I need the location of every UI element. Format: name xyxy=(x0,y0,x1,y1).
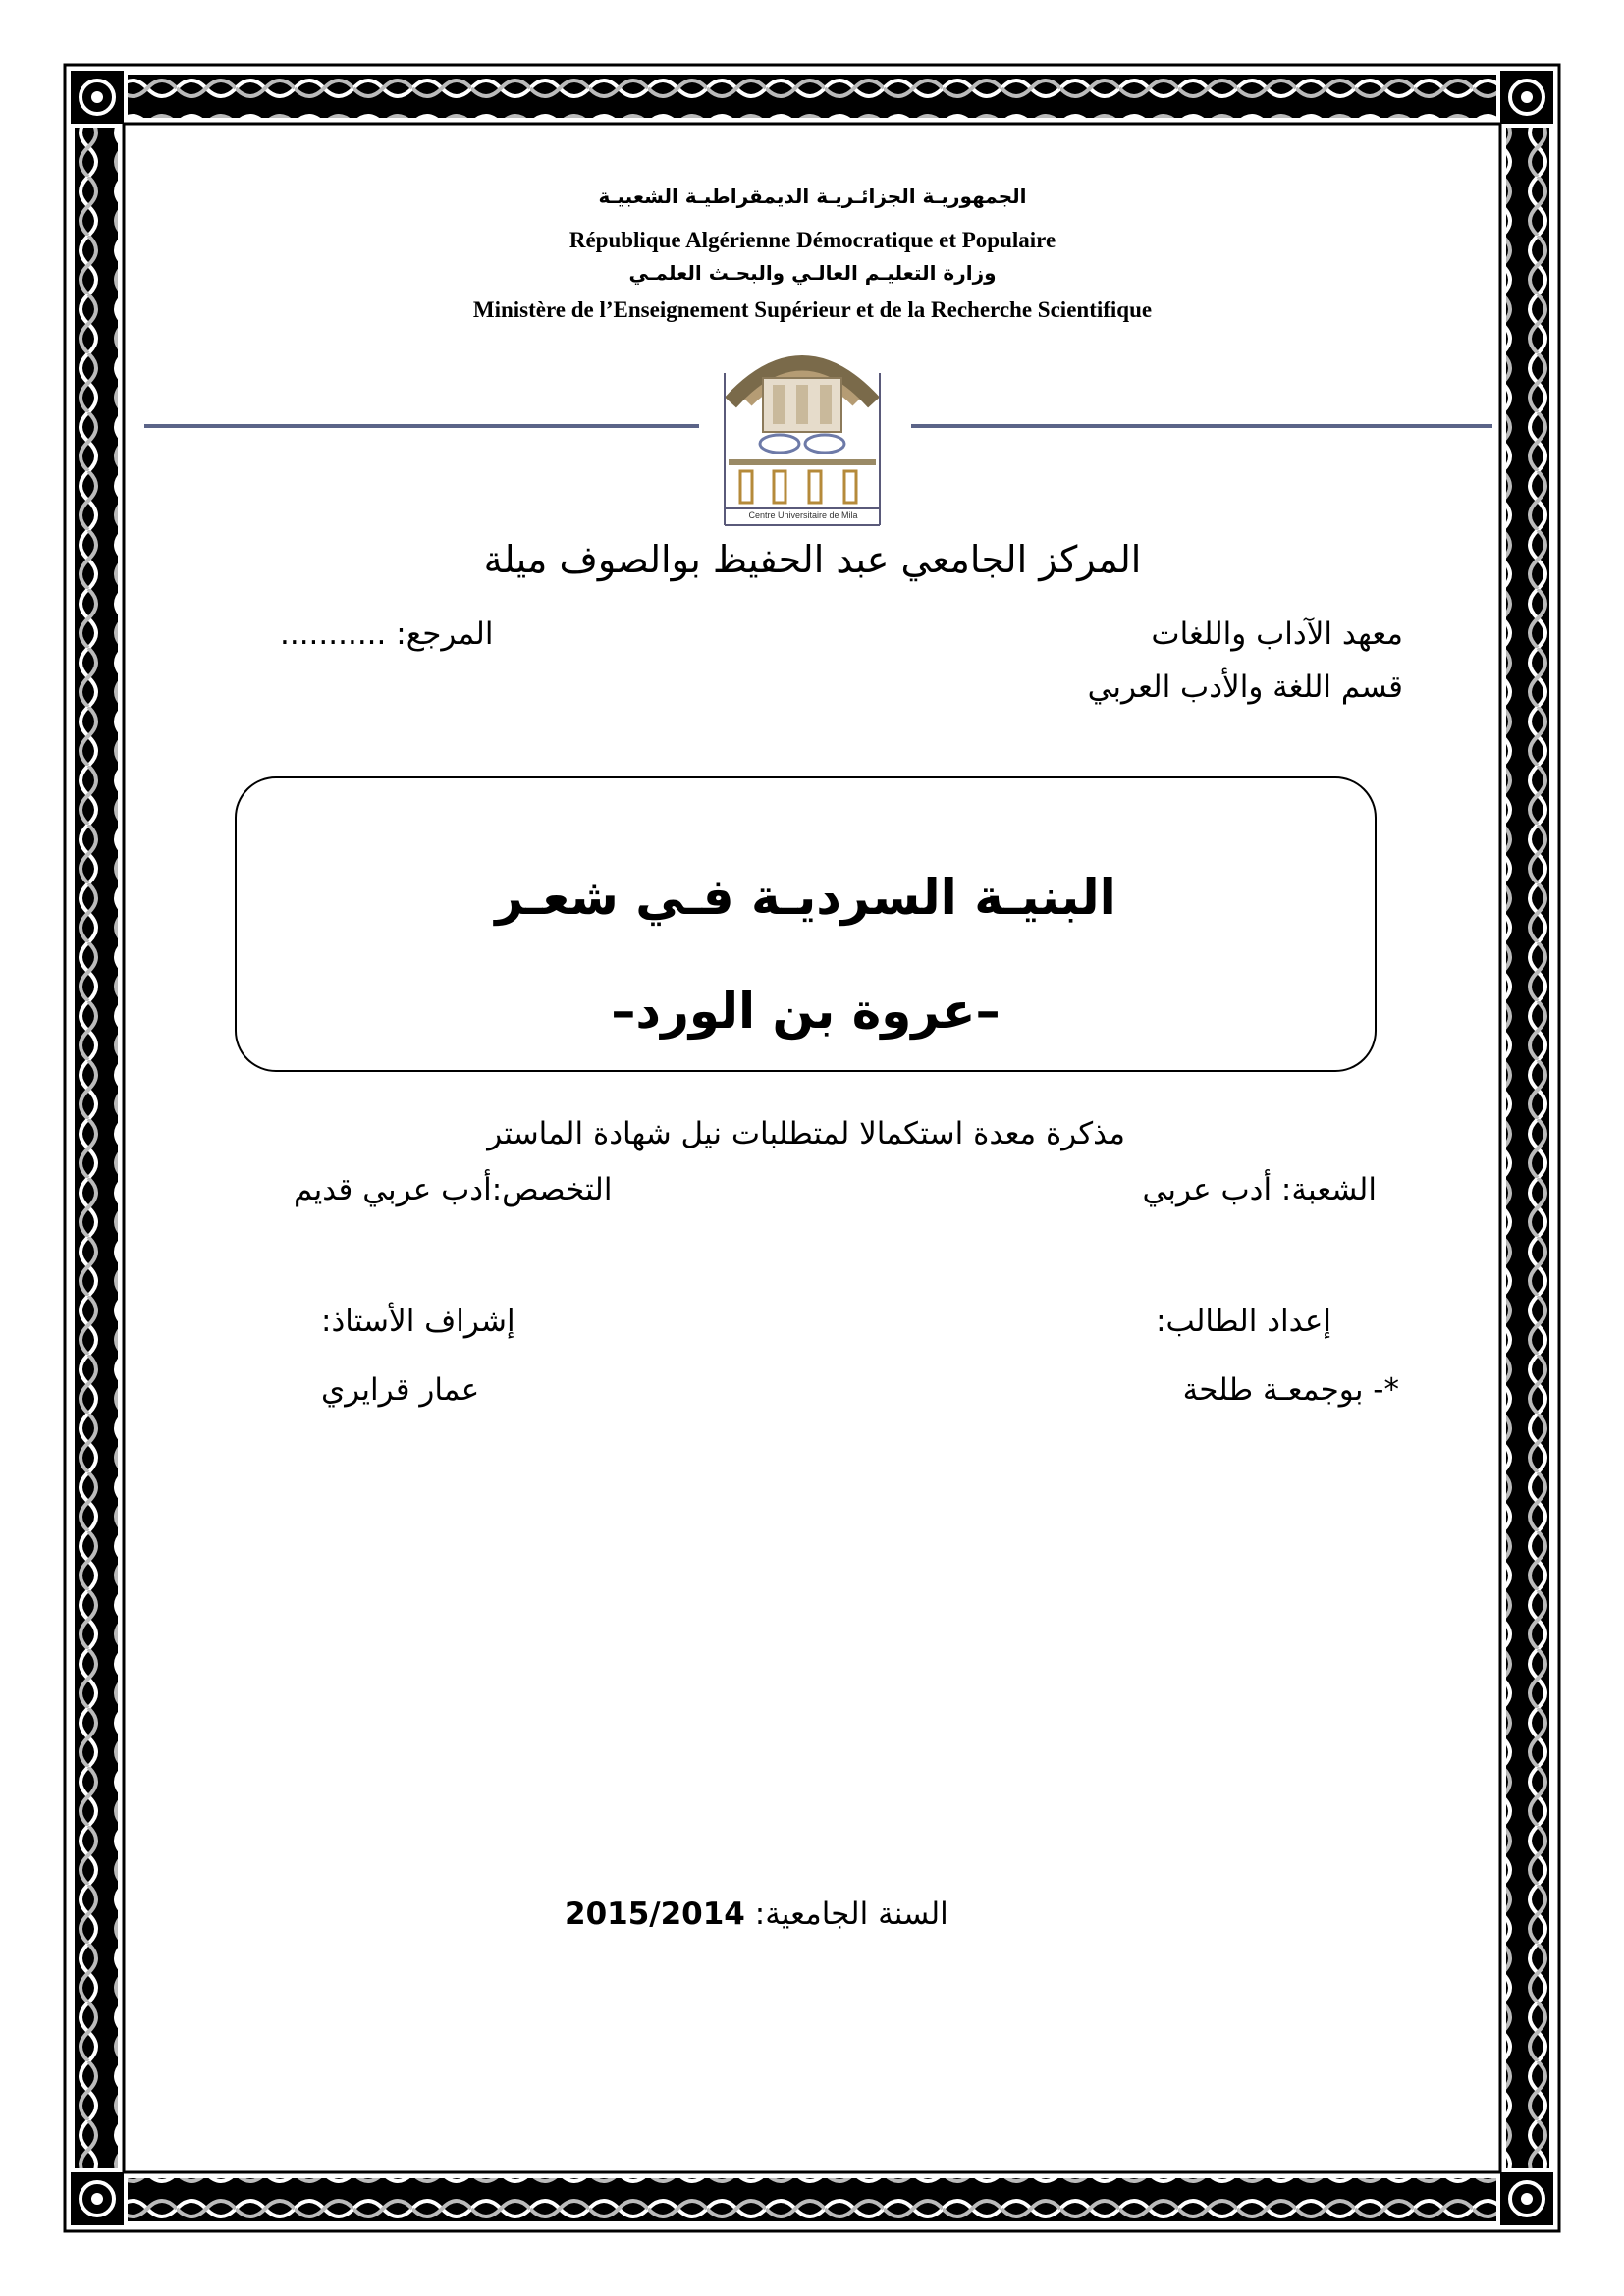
university-center-name: المركز الجامعي عبد الحفيظ بوالصوف ميلة xyxy=(483,538,1142,581)
supervisor-label: إشراف الأستاذ: xyxy=(321,1304,515,1339)
country-name-arabic: الجمهوريـة الجزائـريـة الديمقراطيـة الشعبيـة xyxy=(598,185,1027,208)
header-rule-left xyxy=(144,424,699,428)
university-logo xyxy=(719,334,886,530)
reference-number: المرجع: ........... xyxy=(280,616,494,652)
academic-year-value: 2015/2014 xyxy=(565,1896,745,1932)
thesis-description: مذكرة معدة استكمالا لمتطلبات نيل شهادة الماستر xyxy=(487,1116,1125,1151)
academic-year xyxy=(565,1896,948,1932)
thesis-title-line-2: –عروة بن الورد– xyxy=(611,983,1001,1040)
corner-ornament-bottom-left xyxy=(71,2172,124,2225)
country-name-french: République Algérienne Démocratique et Populaire xyxy=(568,228,1056,252)
corner-ornament-top-left xyxy=(71,71,124,124)
thesis-title-line-1: البنيـة السرديـة فـي شعـر xyxy=(495,869,1116,926)
branch-label: الشعبة: أدب عربي xyxy=(1142,1172,1377,1207)
university-building-icon xyxy=(719,334,886,530)
logo-caption: Centre Universitaire de Mila xyxy=(748,510,858,520)
corner-ornament-top-right xyxy=(1500,71,1553,124)
student-name: *- بوجمعـة طلحة xyxy=(1182,1372,1399,1408)
department-name: قسم اللغة والأدب العربي xyxy=(1087,669,1403,705)
corner-ornament-bottom-right xyxy=(1500,2172,1553,2225)
student-label: إعداد الطالب: xyxy=(1156,1304,1331,1339)
institute-name: معهد الآداب واللغات xyxy=(1151,616,1403,652)
specialty-label: التخصص:أدب عربي قديم xyxy=(294,1172,613,1207)
supervisor-name: عمار قرايري xyxy=(321,1372,480,1408)
ministry-name-arabic: وزارة التعليـم العالـي والبحـث العلمـي xyxy=(628,261,997,285)
header-rule-right xyxy=(911,424,1492,428)
ministry-name-french: Ministère de l’Enseignement Supérieur et de la Recherche Scientifique xyxy=(472,297,1153,322)
academic-year-label: السنة الجامعية: xyxy=(744,1896,948,1932)
